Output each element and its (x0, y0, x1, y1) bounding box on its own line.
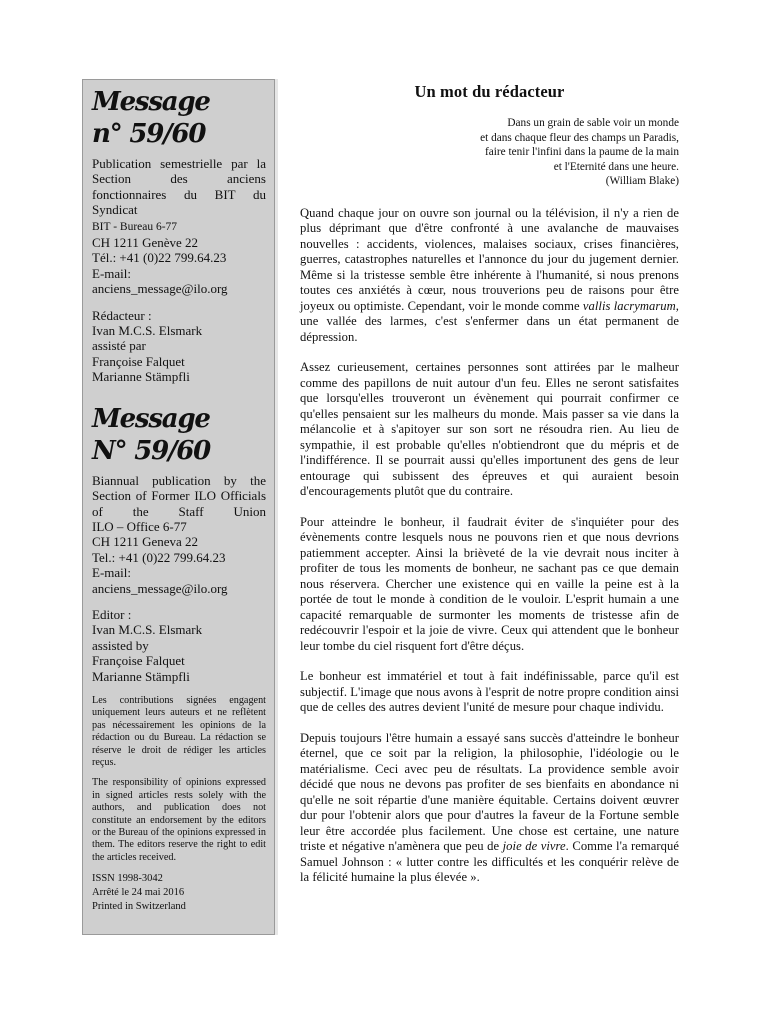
epigraph-line: et l'Eternité dans une heure. (553, 160, 679, 173)
epigraph-line: et dans chaque fleur des champs un Paradis, (480, 131, 679, 144)
masthead-title-en: Message (92, 403, 210, 434)
epigraph (300, 116, 679, 189)
masthead-sidebar (82, 79, 275, 935)
article-title: Un mot du rédacteur (414, 82, 565, 101)
masthead-title-fr: Message (92, 87, 210, 117)
publication-description-fr: Publication semestrielle par la Section des anciens fonctionnaires du BIT du Syndicat (92, 156, 266, 218)
city-fr: CH 1211 Genève 22 (92, 235, 199, 251)
assistant-2-en: Marianne Stämpfli (92, 668, 190, 684)
assisted-label-en: assisted by (92, 637, 149, 653)
office-en: ILO – Office 6-77 (92, 518, 187, 534)
assisted-label-fr: assisté par (92, 338, 146, 354)
article (300, 82, 679, 901)
issn: ISSN 1998-3042 (92, 873, 163, 885)
tel-en: Tel.: +41 (0)22 799.64.23 (92, 549, 226, 565)
publication-description-en: Biannual publication by the Section of Former ILO Officials of the Staff Union (92, 472, 266, 519)
assistant-1-fr: Françoise Falquet (92, 353, 185, 369)
disclaimer-fr: Les contributions signées engagent uniquement leurs auteurs et ne reflètent pas nécessairement les opinions de la rédaction ou du Bureau. La rédaction se réserve le droit de rédiger les articles reçus. (92, 694, 266, 768)
paragraph-2: Assez curieusement, certaines personnes sont attirées par le malheur comme des papillons de nuit autour d'un feu. Elles ne seront satisfaites que lorsqu'elles trouveront un évènement qui pourrait confirmer ce qu'elles pensaient sur les malheurs du monde. Mais passer sa vie dans la mélancolie et à s'apitoyer sur son sort ne résoudra rien. Au lieu de sympathie, il est probable qu'elles n'obtiendront que du mépris et de l'indifférence. Il se pourrait aussi qu'elles importunent des gens de leur entourage qui subissent des épreuves et qui auraient besoin d'encouragements plutôt que du contraire. (300, 360, 679, 499)
editor-name-fr: Ivan M.C.S. Elsmark (92, 323, 203, 339)
epigraph-line: Dans un grain de sable voir un monde (507, 117, 679, 129)
sidebar-shadow (275, 79, 278, 935)
paragraph-4: Le bonheur est immatériel et tout à fait indéfinissable, parce qu'il est subjectif. L'image que nous avons à l'esprit de notre propre condition ainsi que de celles des autres devient l'unité de mesure pour chaque individu. (300, 669, 679, 715)
assistant-1-en: Françoise Falquet (92, 653, 185, 669)
email-label-fr: E-mail: (92, 265, 131, 281)
assistant-2-fr: Marianne Stämpfli (92, 369, 190, 385)
paragraph-1-text: Quand chaque jour on ouvre son journal ou la télévision, il n'y a rien de plus déprimant que d'être confronté à une avalanche de mauvaises nouvelles : accidents, violences, malaises sociaux, crises financières, guerres, catastrophes naturelles et l'annonce du jour du jugement dernier. Même si la tristesse semble être inhérente à l'humanité, si nous prenons toutes ces anxiétés à cœur, nous trouverions peu de raisons pour être joyeux ou optimiste. Cependant, voir le monde comme (300, 205, 679, 313)
paragraph-3: Pour atteindre le bonheur, il faudrait éviter de s'inquiéter pour des évènements contre lesquels nous ne pouvons rien et que nous devrions patiemment accepter. Ainsi la brièveté de la vie devrait nous inciter à profiter de tous les moments de bonheur, ne sachant pas ce que demain nous réservera. Chercher une existence qui en vaille la peine est à la portée de tout le monde à condition de le vouloir. L'esprit humain a une capacité remarquable de surmonter les moments de tristesse afin de redécouvrir l'espoir et la joie de vivre. Ceux qui attendent que le bonheur leur tombe du ciel risquent fort d'être déçus. (300, 514, 679, 653)
editor-label-fr: Rédacteur : (92, 307, 152, 323)
tel-fr: Tél.: +41 (0)22 799.64.23 (92, 250, 227, 266)
epigraph-line: faire tenir l'infini dans la paume de la main (484, 146, 679, 159)
issue-number-en: N° 59/60 (92, 435, 211, 466)
paragraph-5 (300, 731, 679, 886)
paragraph-5-text-end: . Comme l'a remarqué Samuel Johnson : « lutter contre les difficultés et les conquérir relève de la félicité humaine la plus élevée ». (300, 839, 679, 885)
paragraph-1 (300, 206, 679, 346)
email-label-en: E-mail: (92, 565, 131, 581)
editor-name-en: Ivan M.C.S. Elsmark (92, 622, 203, 638)
paragraph-5-italic: joie de vivre (502, 839, 566, 854)
editor-label-en: Editor : (92, 606, 132, 622)
paragraph-1-text-end: une vallée des larmes, c'est s'enfermer dans un état permanent de dépression. (300, 314, 679, 344)
email-link-en[interactable]: anciens_message@ilo.org (92, 580, 228, 596)
arrete-date: Arrêté le 24 mai 2016 (92, 887, 185, 899)
paragraph-1-latin: vallis lacrymarum, (582, 298, 679, 313)
paragraph-5-text: Depuis toujours l'être humain a essayé sans succès d'atteindre le bonheur éternel, que ce soit par la religion, la philosophie, l'idéologie ou le matérialisme. Ceci avec peu de résultats. La providence semble avoir décidé que nous ne devons pas profiter de ses bienfaits en abondance ni qu'elle ne soit répartie d'une manière équitable. Certains doivent œuvrer dur pour l'obtenir alors que pour d'autres la faveur de la Fortune semble leur être accordée plus facilement. Une chose est certaine, une nature triste et négative n'amènera que peu de (300, 730, 679, 854)
printed-in: Printed in Switzerland (92, 901, 186, 913)
disclaimer-en: The responsibility of opinions expressed in signed articles rests solely with the authors, and publication does not constitute an endorsement by the editors or the Bureau of the opinions expressed in them. The editors reserve the right to edit the articles received. (92, 777, 266, 863)
issue-number-fr: n° 59/60 (92, 119, 206, 149)
epigraph-attribution: (William Blake) (605, 175, 679, 188)
email-link-fr[interactable]: anciens_message@ilo.org (92, 281, 228, 297)
office-fr: BIT - Bureau 6-77 (92, 220, 178, 233)
city-en: CH 1211 Geneva 22 (92, 534, 199, 550)
